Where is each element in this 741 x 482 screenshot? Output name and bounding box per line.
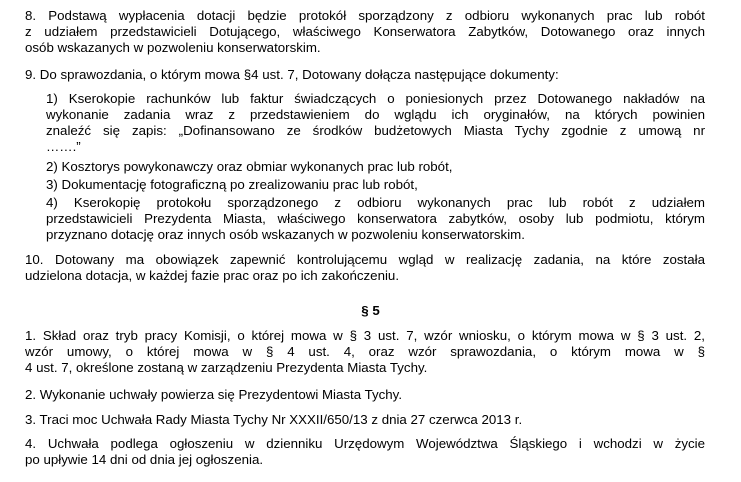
section5-paragraph-4-line-1: 4. Uchwała podlega ogłoszeniu w dzienniku Urzędowym Województwa Śląskiego i wchodzi w życie bbox=[25, 436, 705, 451]
list-item-1-line-1: 1) Kserokopie rachunków lub faktur świadczących o poniesionych przez Dotowanego nakładów na bbox=[46, 91, 705, 106]
section5-paragraph-1-line-1: 1. Skład oraz tryb pracy Komisji, o której mowa w § 3 ust. 7, wzór wniosku, o którym mowa w § 3 ust. 2, bbox=[25, 328, 705, 343]
paragraph-10-line-2: udzielona dotacja, w każdej fazie prac oraz po ich zakończeniu. bbox=[25, 268, 400, 283]
paragraph-9-intro-text: 9. Do sprawozdania, o którym mowa §4 ust. 7, Dotowany dołącza następujące dokumenty: bbox=[25, 67, 559, 82]
list-item-1 bbox=[46, 91, 705, 155]
list-item-1-line-3: znaleźć się zapis: „Dofinansowano ze środków budżetowych Miasta Tychy zgodnie z umową nr bbox=[46, 123, 705, 138]
list-item-3 bbox=[46, 177, 705, 193]
section-heading: § 5 bbox=[361, 303, 380, 318]
list-item-3-text: 3) Dokumentację fotograficzną po zrealizowaniu prac lub robót, bbox=[46, 177, 418, 192]
paragraph-8-line-1: 8. Podstawą wypłacenia dotacji będzie protokół sporządzony z odbioru wykonanych prac lub robót bbox=[25, 8, 705, 23]
paragraph-8-line-2: z udziałem przedstawicieli Dotującego, właściwego Konserwatora Zabytków, Dotowanego oraz innych bbox=[25, 24, 705, 39]
list-item-1-line-4: …….” bbox=[46, 139, 81, 154]
list-item-4-line-1: 4) Kserokopię protokołu sporządzonego z odbioru wykonanych prac lub robót z udziałem bbox=[46, 195, 705, 210]
list-item-4 bbox=[46, 195, 705, 243]
section5-paragraph-3-text: 3. Traci moc Uchwała Rady Miasta Tychy Nr XXXII/650/13 z dnia 27 czerwca 2013 r. bbox=[25, 412, 523, 427]
section5-paragraph-3 bbox=[25, 412, 705, 428]
paragraph-9-intro bbox=[25, 67, 705, 83]
section5-paragraph-1 bbox=[25, 328, 705, 376]
paragraph-8-line-3: osób wskazanych w pozwoleniu konserwatorskim. bbox=[25, 40, 321, 55]
paragraph-10-line-1: 10. Dotowany ma obowiązek zapewnić kontrolującemu wgląd w realizację zadania, na które została bbox=[25, 252, 705, 267]
section5-paragraph-1-line-2: wzór umowy, o której mowa w § 4 ust. 4, oraz wzór sprawozdania, o którym mowa w § bbox=[25, 344, 705, 359]
list-item-4-line-3: przyznano dotację oraz innych osób wskazanych w pozwoleniu konserwatorskim. bbox=[46, 227, 525, 242]
list-item-2 bbox=[46, 159, 705, 175]
section5-paragraph-2 bbox=[25, 387, 705, 403]
section5-paragraph-2-text: 2. Wykonanie uchwały powierza się Prezydentowi Miasta Tychy. bbox=[25, 387, 403, 402]
list-item-1-line-2: wykonanie zadania wraz z przedstawieniem do wglądu ich oryginałów, na których powinien bbox=[46, 107, 705, 122]
section5-paragraph-1-line-3: 4 ust. 7, określone zostaną w zarządzeniu Prezydenta Miasta Tychy. bbox=[25, 360, 428, 375]
section5-paragraph-4 bbox=[25, 436, 705, 468]
list-item-4-line-2: przedstawicieli Prezydenta Miasta, właściwego konserwatora zabytków, osoby lub podmiotu, którym bbox=[46, 211, 705, 226]
paragraph-8 bbox=[25, 8, 705, 56]
paragraph-10 bbox=[25, 252, 705, 284]
section5-paragraph-4-line-2: po upływie 14 dni od dnia jej ogłoszenia. bbox=[25, 452, 264, 467]
list-item-2-text: 2) Kosztorys powykonawczy oraz obmiar wykonanych prac lub robót, bbox=[46, 159, 453, 174]
